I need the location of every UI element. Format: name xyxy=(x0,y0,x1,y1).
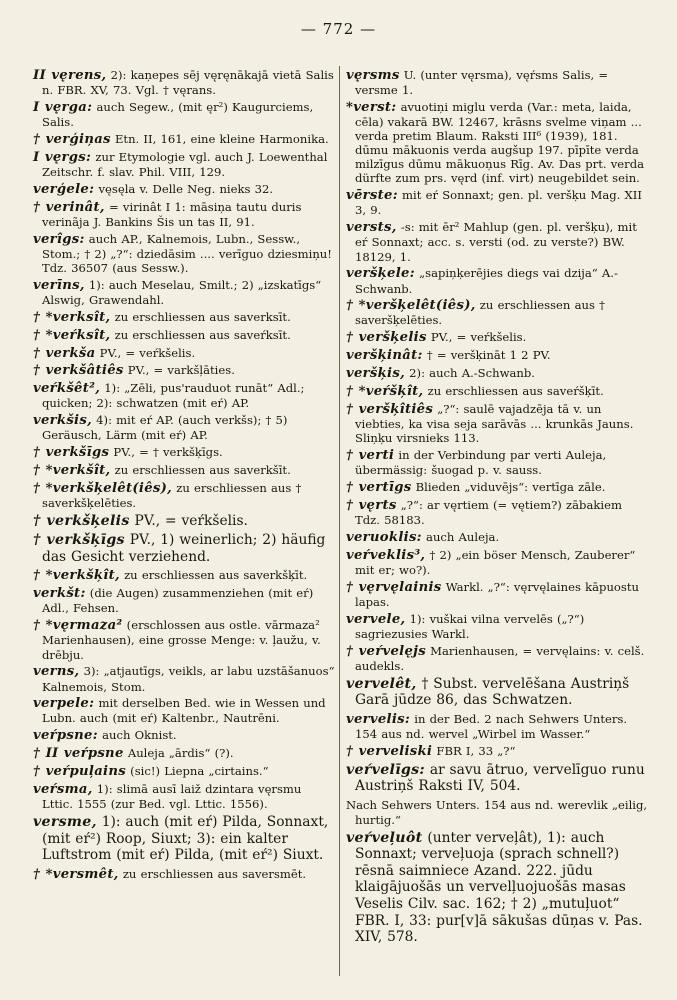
dictionary-entry xyxy=(33,764,335,779)
entry-text: (erschlossen aus ostle. vārmaza² Marienhausen), eine grosse Menge: v. ļaužu, v. drēbju. xyxy=(42,618,321,662)
entry-headword: verkšis, xyxy=(33,413,92,429)
dictionary-entry xyxy=(346,220,651,263)
entry-text: vęsęla v. Delle Neg. nieks 32. xyxy=(94,181,274,196)
entry-headword: vervelis: xyxy=(346,711,411,727)
entry-text: avuotiņi miglu verda (Var.: meta, laida, cēla) vakarā BW. 12467, krāsns svelme viņam ... verda pretim Blaum. Raksti III⁶ (1939), 181. dūmu mākuonis verda augšup 197. pīpīte verda milzīgus dūmu mākuoņus Rīg. Av. Das prt. verda dürfte zum prs. vęrd (inf. virt) neugebildet sein. xyxy=(355,99,645,186)
entry-headword: II vęrens, xyxy=(33,68,107,83)
dictionary-entry xyxy=(346,402,651,445)
dictionary-entry xyxy=(33,746,335,761)
dictionary-entry xyxy=(33,278,335,307)
entry-text: zu erschliessen aus † saveršķelēties. xyxy=(355,298,605,328)
entry-headword: veŕpsne: xyxy=(33,728,98,744)
entry-headword: veŕveļuôt xyxy=(346,829,423,846)
entry-headword: † verti xyxy=(346,448,395,464)
entry-text: mit eŕ Sonnaxt; gen. pl. veršķu Mag. XII 3, 9. xyxy=(355,188,642,218)
entry-headword: verģele: xyxy=(33,181,95,197)
entry-text: Blieden „viduvējs“: vertīga zāle. xyxy=(411,480,606,494)
entry-headword: † *veŕksît, xyxy=(33,327,111,343)
dictionary-entry xyxy=(33,696,335,725)
entry-headword: verîgs: xyxy=(33,231,85,247)
dictionary-entry xyxy=(33,463,335,478)
entry-headword: verpele: xyxy=(33,696,95,712)
page-number: — 772 — xyxy=(300,20,377,38)
entry-text: in der Verbindung par verti Auleja, übermässig: šuogad p. v. sauss. xyxy=(355,448,607,478)
entry-text: 1): „Zēli, pus'rauduot runāt“ Adl.; quicken; 2): schwatzen (mit eŕ) AP. xyxy=(42,381,305,411)
dictionary-entry xyxy=(346,298,651,327)
entry-headword: vervele, xyxy=(346,611,406,627)
entry-headword: † verkša xyxy=(33,345,96,361)
dictionary-entry xyxy=(346,100,651,186)
entry-text: † Subst. vervelēšana Austriņš Garā jūdze 86, das Schwatzen. xyxy=(355,675,630,709)
entry-headword: versts, xyxy=(346,220,397,236)
entry-headword: vērste: xyxy=(346,188,398,204)
dictionary-entry xyxy=(346,188,651,217)
entry-headword: † verģiņas xyxy=(33,131,111,147)
dictionary-entry xyxy=(346,266,651,295)
dictionary-entry xyxy=(346,348,651,363)
entry-text: „?“: saulē vajadzēja tā v. un viebties, ka visa seja sarāvās ... krunkās Jauns. Sliņķu virsnieks 113. xyxy=(355,401,634,446)
entry-text: PV., 1) weinerlich; 2) häufig das Gesicht verziehend. xyxy=(42,532,326,566)
dictionary-entry xyxy=(33,586,335,615)
entry-text: auch Auleja. xyxy=(421,529,500,544)
entry-text: (sic!) Liepna „cirtains.“ xyxy=(125,764,269,779)
entry-text: „sapiņķerējies diegs vai dzija“ A.-Schwanb. xyxy=(355,266,618,296)
entry-headword: † verkšķīgs xyxy=(33,532,125,549)
entry-headword: † *vęrmaza² xyxy=(33,618,123,634)
entry-headword: † verkšâtiês xyxy=(33,363,124,379)
dictionary-entry xyxy=(346,744,651,759)
entry-headword: † *verksît, xyxy=(33,309,111,325)
dictionary-entry xyxy=(33,664,335,693)
entry-headword: veŕveklis³, xyxy=(346,547,426,563)
entry-headword: † verveliski xyxy=(346,743,433,759)
dictionary-entry xyxy=(346,548,651,577)
dictionary-entry xyxy=(346,830,651,946)
dictionary-entry xyxy=(33,232,335,275)
column-divider xyxy=(339,66,340,976)
entry-headword: † *veršķelêt(iês), xyxy=(346,298,476,314)
dictionary-entry xyxy=(346,798,651,827)
entry-headword: † II veŕpsne xyxy=(33,746,124,762)
entry-headword: † veŕpuļains xyxy=(33,764,126,780)
dictionary-entry xyxy=(33,481,335,510)
dictionary-entry xyxy=(33,568,335,583)
dictionary-entry xyxy=(33,346,335,361)
entry-text: Warkl. „?“: vęrvęlaines kāpuostu lapas. xyxy=(355,579,639,609)
entry-headword: veŕkšêt², xyxy=(33,381,101,397)
dictionary-entry xyxy=(346,480,651,495)
entry-headword: veršķele: xyxy=(346,266,415,282)
dictionary-entry xyxy=(33,310,335,325)
entry-text: 1): auch Meselau, Smilt.; 2) „izskatīgs“ Alswig, Grawendahl. xyxy=(42,277,322,307)
entry-text: zu erschliessen aus saverkšķīt. xyxy=(119,568,308,583)
entry-text: zu erschliessen aus † saverkšķelēties. xyxy=(42,481,302,511)
entry-text: PV., = varkšļāties. xyxy=(123,363,235,378)
entry-text: zu erschliessen aus saversmēt. xyxy=(118,866,307,881)
dictionary-entry xyxy=(33,363,335,378)
entry-headword: veŕvelīgs: xyxy=(346,761,425,778)
entry-text: † 2) „ein böser Mensch, Zauberer“ mit er; wo?). xyxy=(355,547,636,577)
dictionary-entry xyxy=(33,381,335,410)
dictionary-entry xyxy=(33,814,335,864)
entry-text: 2): auch A.-Schwanb. xyxy=(405,366,535,381)
dictionary-entry xyxy=(33,413,335,442)
right-column xyxy=(346,68,651,948)
dictionary-entry xyxy=(33,513,335,530)
entry-text: zu erschliessen aus saverkšīt. xyxy=(110,463,291,478)
dictionary-entry xyxy=(33,618,335,661)
entry-text: ar savu ātruo, vervelīguo runu Austriņš Raksti IV, 504. xyxy=(355,761,645,795)
entry-headword: I vęrga: xyxy=(33,99,93,115)
entry-text: Marienhausen, = vervęlains: v. celš. audekls. xyxy=(355,643,645,673)
entry-headword: verkšt: xyxy=(33,586,86,602)
dictionary-entry xyxy=(346,366,651,381)
dictionary-entry xyxy=(33,182,335,197)
entry-headword: † vęrvęlainis xyxy=(346,579,442,595)
entry-text: (die Augen) zusammenziehen (mit eŕ) Adl., Fehsen. xyxy=(42,586,314,616)
entry-text: U. (unter vęrsma), vęŕsms Salis, = versme 1. xyxy=(355,68,609,98)
entry-text: PV., = veŕkšelis. xyxy=(129,513,248,530)
entry-text: Nach Sehwers Unters. 154 aus nd. werevlik „eilig, hurtig.“ xyxy=(346,797,648,827)
entry-text: zu erschliessen aus saveŕšķīt. xyxy=(423,384,604,399)
entry-text: † = veršķināt 1 2 PV. xyxy=(422,348,551,363)
entry-text: 2): kaņepes sēj vęręnākajā vietā Salis n. FBR. XV, 73. Vgl. † vęrans. xyxy=(42,68,334,98)
entry-headword: † veršķelis xyxy=(346,330,427,346)
entry-text: -s: mit ēr² Mahlup (gen. pl. veršķu), mit eŕ Sonnaxt; acc. s. versti (od. zu verste?) BW. 18129, 1. xyxy=(355,220,637,264)
left-column xyxy=(33,68,335,885)
entry-text: 4): mit eŕ AP. (auch verkšs); † 5) Geräusch, Lärm (mit eŕ) AP. xyxy=(42,413,288,443)
entry-headword: veŕsma, xyxy=(33,782,93,798)
entry-text: zur Etymologie vgl. auch J. Loewenthal Zeitschr. f. slav. Phil. VIII, 129. xyxy=(42,149,328,179)
dictionary-entry xyxy=(346,498,651,527)
entry-text: mit derselben Bed. wie in Wessen und Lubn. auch (mit eŕ) Kaltenbr., Nautrēni. xyxy=(42,696,326,726)
entry-text: PV., = veŕkšelis. xyxy=(95,345,196,360)
entry-text: auch AP., Kalnemois, Lubn., Sessw., Stom.; † 2) „?“: dziedāsim .... verīguo dziesmiņu! Tdz. 36507 (aus Sessw.). xyxy=(42,231,332,275)
dictionary-entry xyxy=(33,200,335,229)
entry-text: 1): vuškai vilna vervelēs („?“) sagriezusies Warkl. xyxy=(355,611,585,641)
entry-text: 3): „atjautīgs, veikls, ar labu uzstāšanuos“ Kalnemois, Stom. xyxy=(42,664,335,694)
entry-text: PV., = † verkšķīgs. xyxy=(109,445,223,460)
dictionary-entry xyxy=(33,782,335,811)
entry-headword: † *veŕšķît, xyxy=(346,384,424,400)
dictionary-entry xyxy=(33,445,335,460)
entry-headword: verīns, xyxy=(33,277,85,293)
dictionary-entry xyxy=(33,68,335,97)
entry-text: 1): slimā ausī laiž dzintara vęrsmu Lttic. 1555 (zur Bed. vgl. Lttic. 1556). xyxy=(42,782,302,812)
dictionary-entry xyxy=(33,532,335,565)
entry-text: auch Oknist. xyxy=(97,728,177,743)
entry-text: FBR I, 33 „?“ xyxy=(432,743,516,758)
entry-headword: † verinât, xyxy=(33,199,105,215)
entry-text: PV., = veŕkšelis. xyxy=(426,330,527,345)
entry-headword: vervelêt, xyxy=(346,675,417,692)
dictionary-entry xyxy=(346,448,651,477)
entry-headword: verns, xyxy=(33,664,80,680)
entry-headword: † verkšīgs xyxy=(33,445,110,461)
dictionary-entry xyxy=(33,328,335,343)
entry-headword: † vertīgs xyxy=(346,480,412,495)
entry-headword: † verkšķelis xyxy=(33,513,130,530)
entry-text: (unter verveļât), 1): auch Sonnaxt; verveļuoja (sprach schnell?) rēsnā saimniece Azand. 222. jūdu klaigājuošās un vervelļuojuošās masas Veselis Cilv. sac. 162; † 2) „mutuļuot“ FBR. I, 33: pur[v]ā sākušas dūņas v. Pas. XIV, 578. xyxy=(355,829,643,946)
entry-text: 1): auch (mit eŕ) Pilda, Sonnaxt, (mit eŕ²) Roop, Siuxt; 3): ein kalter Luftstrom (mit eŕ) Pilda, (mit eŕ²) Siuxt. xyxy=(42,814,329,864)
dictionary-entry xyxy=(33,132,335,147)
entry-headword: vęrsms xyxy=(346,68,400,83)
dictionary-entry xyxy=(346,762,651,795)
entry-text: = virinât I 1: māsiņa tautu duris verinãja J. Bankins Šis un tas II, 91. xyxy=(42,199,302,229)
entry-headword: † *versmêt, xyxy=(33,866,119,882)
entry-headword: veruoklis: xyxy=(346,529,422,545)
dictionary-entry xyxy=(346,384,651,399)
entry-headword: † *verkšķelêt(iês), xyxy=(33,481,173,497)
entry-headword: veršķis, xyxy=(346,366,405,382)
entry-text: Etn. II, 161, eine kleine Harmonika. xyxy=(110,131,329,146)
entry-headword: I vęrgs: xyxy=(33,149,92,165)
entry-headword: *verst: xyxy=(346,99,397,115)
entry-headword: † veršķîtiês xyxy=(346,401,434,417)
entry-headword: † vęrts xyxy=(346,497,397,513)
entry-headword: versme, xyxy=(33,814,97,831)
entry-text: Auleja „ārdis“ (?). xyxy=(123,746,234,761)
dictionary-entry xyxy=(346,530,651,545)
dictionary-entry xyxy=(346,612,651,641)
dictionary-entry xyxy=(346,330,651,345)
entry-text: zu erschliessen aus saverksīt. xyxy=(110,309,291,324)
entry-text: in der Bed. 2 nach Sehwers Unters. 154 aus nd. wervel „Wirbel im Wasser.“ xyxy=(355,711,628,741)
dictionary-entry xyxy=(346,712,651,741)
dictionary-entry xyxy=(33,150,335,179)
entry-headword: † veŕvelęjs xyxy=(346,643,426,659)
entry-headword: † *verkšķît, xyxy=(33,568,120,584)
entry-text: auch Segew., (mit ęr²) Kaugurciems, Salis. xyxy=(42,99,314,130)
dictionary-entry xyxy=(33,728,335,743)
dictionary-entry xyxy=(33,100,335,129)
entry-headword: † *verkšît, xyxy=(33,463,111,479)
dictionary-entry xyxy=(346,68,651,97)
dictionary-entry xyxy=(346,644,651,673)
dictionary-entry xyxy=(346,580,651,609)
entry-headword: veršķinât: xyxy=(346,348,423,364)
dictionary-entry xyxy=(33,867,335,882)
entry-text: zu erschliessen aus saveŕksīt. xyxy=(110,327,291,342)
entry-text: „?“: ar vęrtiem (= vętiem?) zābakiem Tdz. 58183. xyxy=(355,497,622,527)
dictionary-entry xyxy=(346,676,651,709)
